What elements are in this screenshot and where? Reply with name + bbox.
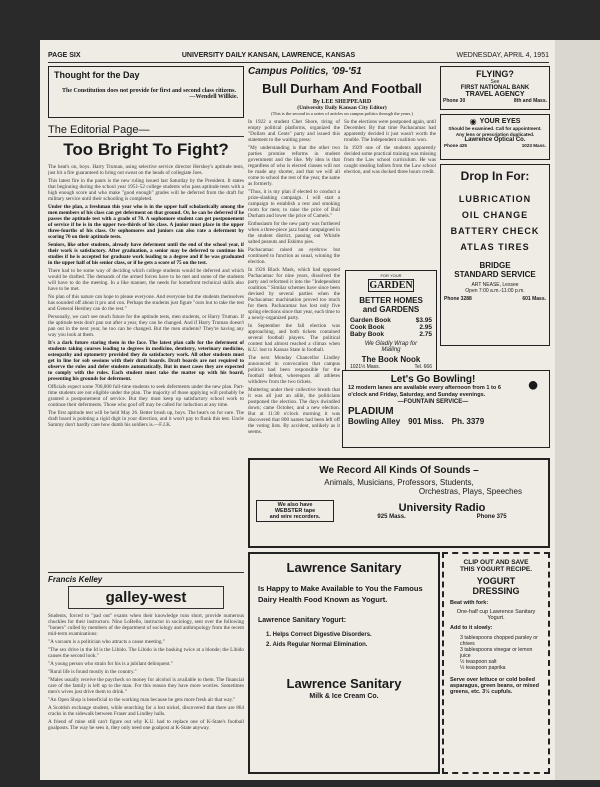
yogurt-recipe-clipping[interactable] [442, 552, 550, 774]
station-name: BRIDGE [479, 261, 511, 270]
station-item: OIL CHANGE [461, 210, 529, 220]
sanitary-sub: Lawrence Sanitary Yogurt: [258, 617, 347, 624]
travel-phone: Phone 30 [443, 98, 466, 104]
left-column [48, 66, 244, 780]
editorial-paragraph: This latest fire in the pants is the new ruling issued last Saturday by the President. It states that beginning during the school year 1951-52 college students who pass aptitude tests with a high enough score and who make "good enough" grades will be deferred from the draft for military service until their schooling is completed. [48, 178, 244, 202]
station-hours: Open 7:00 a.m.-11:00 p.m. [465, 288, 525, 294]
books-tagline: We Gladly Wrap for [364, 341, 418, 347]
recipe-title-2: THIS YOGURT RECIPE. [459, 566, 533, 573]
sanitary-footer-2: Milk & Ice Cream Co. [309, 693, 379, 700]
politics-paragraph: Muttering under their collective breath that it was all just an alibi, the politicians postponed the election. The days dwindled down; came October, and a new election. But at 11:30 o'clock morning it was discovered that 800 names had been left off the voting lists. By accident, unlikely as it seems. [248, 387, 340, 435]
sign-top: FOR YOUR [380, 273, 402, 278]
editorial-paragraph: There had to be some way of deciding which college students would be deferred and which would be drafted. The demands of the armed forces have to be met and some of the students will have to do the meeting. In a like manner, the needs for homefront technical skills also have to be met. [48, 268, 244, 292]
column-paragraph: "A vacuum is a politician who attracts a cause meeting." [48, 639, 165, 645]
editorial-paragraph: Personally, we can't see much future for the aptitude tests, men students, or Harry Truman. If the aptitude tests don't pan out after a year, they can be changed. And if Harry Truman doesn't pan out in the next year, he too can be changed. But the men students? They're having any way you look at them. [48, 314, 244, 338]
recorder-box [256, 500, 334, 522]
travel-see: See [490, 79, 500, 85]
book-store-phone: Tel. 666 [414, 364, 432, 370]
politics-affiliation: (University Daily Kansan City Editor) [297, 105, 387, 111]
editorial-paragraph: The heat's on, boys. Harry Truman, using selective service director Hershey's aptitude tests, just hit a fire guaranteed to bring out sweat on the heads of collegiate Joes. [48, 164, 244, 176]
recorder-line: We also have [277, 502, 313, 508]
recipe-ingredient: ½ teaspoon paprika [460, 665, 506, 671]
bowling-name-2: Bowling Alley [348, 417, 401, 426]
politics-headline: Bull Durham And Football [262, 81, 422, 96]
recipe-ingredient: ½ teaspoon salt [460, 659, 497, 665]
politics-paragraph: In 1929 one of the students apparently decided some practical training was missing from the Law school curriculum. He was caught stealing ballots from the Law school election, and was docked three hours credit. [344, 145, 436, 175]
service-station-ad [440, 164, 550, 346]
newspaper-page [40, 40, 555, 780]
paper-name: UNIVERSITY DAILY KANSAN, LAWRENCE, KANSAS [181, 52, 356, 59]
politics-paragraph: In 1922 a student Chet Shore, tiring of empty political platforms, organized the "Dollars and Cents" party and issued this statement to the waiting press: [248, 119, 340, 143]
thought-quote: The Constitution does not provide for first and second class citizens. [62, 88, 236, 94]
recipe-title: CLIP OUT AND SAVE [463, 559, 529, 566]
bowling-name: PLADIUM [348, 406, 394, 417]
column-paragraph: "An Open Shop is beneficial to the working man because he gets more fresh air that way." [48, 697, 236, 703]
column-title: galley-west [68, 586, 224, 609]
column-paragraph: "Rural life is found mostly in the country." [48, 669, 137, 675]
books-title-2: and GARDENS [362, 305, 420, 314]
column-header [48, 572, 244, 609]
sanitary-point: 1. Helps Correct Digestive Disorders. [266, 632, 372, 638]
editorial-section: The Editorial Page— [48, 124, 244, 137]
recipe-add: Add to it slowly: [450, 625, 493, 631]
politics-paragraph: "Thus, it is my plan if elected to conduct a prize-slashing campaign. I will start a campaign to establish a rest and smoking room for men; to raise the price of Bull Durham and lower the price of Camels." [248, 189, 340, 219]
station-item: BATTERY CHECK [450, 226, 540, 236]
station-address: 601 Mass. [522, 296, 546, 302]
politics-paragraph: The next Monday Chancellor Lindley announced in convocation that campus politics had been responsible for the football defeat, whereupon all athletes withdrew from the two tickets. [248, 355, 340, 385]
sanitary-intro: Is Happy to Make Available to You the Famous Dairy Health Food Known as Yogurt. [258, 584, 423, 604]
editorial-paragraph: Officials expect some 700,000 full-time students to seek deferments under the new plan. Part-time students are not eligible under the plan. The majority of those applying will probably be granted a postponement of service. But they must keep up satisfactory school work to continue their deferments. Those who goof off may be called for induction at any time. [48, 384, 244, 408]
recorder-line: WEBSTER tape [274, 508, 316, 514]
issue-date: WEDNESDAY, APRIL 4, 1951 [456, 52, 549, 59]
politics-byline: By LEE SHEPPEARD [312, 99, 372, 105]
recipe-base: One-half cup Lawrence Sanitary Yogurt. [456, 609, 536, 621]
editorial-headline: Too Bright To Fight? [63, 140, 229, 159]
recipe-ingredient: 3 tablespoons vinegar or lemon juice [460, 647, 533, 659]
editorial-paragraph: The first aptitude test will be held May 26. Better brush up, boys. The heat's on for sure. The draft board is pointing a rigid digit in your direction, and it won't pay to flunk this test. Uncle Sammy don't hardly care how dumb his soldiers is.—F.J.K. [48, 410, 244, 428]
politics-paragraph: "My understanding is that the other two parties promise reforms in student government and the like. My idea is that regardless of who is elected classes will not be made any shorter, and that we will all come to school the rest of the year, the same as formerly. [248, 145, 340, 187]
recipe-title-4: DRESSING [472, 586, 520, 596]
sanitary-footer: Lawrence Sanitary [286, 676, 402, 691]
optical-ad [440, 114, 550, 160]
book-store-address: 1021½ Mass. [350, 364, 381, 370]
column-paragraph: "The sex drive in the Id is the Libido. The Libido is the basking twice at a blonde; the Libido causes the second look." [48, 647, 244, 659]
travel-address: 8th and Mass. [513, 98, 547, 104]
politics-paragraph: So the elections were postponed again, until December. By that time Pachacamac had apparently decided it just wasn't worth the trouble. The Independent coalition won. [344, 119, 436, 143]
travel-agency-name: TRAVEL AGENCY [465, 91, 525, 98]
column-paragraph: A Scottish exchange student, while searching for a lost nickel, discovered that there are 864 cracks in the sidewalk between Fraser and Lindley halls. [48, 705, 244, 717]
editorial-paragraph: No plan of this nature can hope to please everyone. And everyone but the students themselves has sounded off about it pro and con. Perhaps the students just figure "ours but to take the test and General Hershey can do the rest." [48, 294, 244, 312]
politics-paragraph: In September the fall election was approaching, and both tickets contained several football players. The political contest had almost reached a climax when K.U. lost to Kansas State in football. [248, 323, 340, 353]
radio-headline: We Record All Kinds Of Sounds – [319, 465, 479, 476]
column-byline: Francis Kelley [48, 575, 103, 584]
editorial-paragraph: Under the plan, a freshman this year who is in the upper half scholastically among the men members of his class can get deferment on that ground. Or, he can be deferred if he passes the aptitude test with a grade of 70. A sophomore student can get postponement of service if he is in the upper two-thirds of his class. A junior must place in the upper three-fourths of his class. Or sophomores and juniors can also rate a deferment by scoring 70 on their aptitude tests. [48, 204, 244, 240]
column-paragraph: "Males usually receive the paycheck so money for alcohol is available to them. The financial care of the family is left up to the man. For this reason they have more worries. Sometimes men's wives just drive them to drink." [48, 677, 244, 695]
page-edge [555, 40, 600, 780]
station-name-2: STANDARD SERVICE [454, 270, 536, 279]
recipe-ingredient: 3 tablespoons chopped parsley or chives [460, 635, 538, 647]
radio-line-3: Orchestras, Plays, Speeches [418, 487, 522, 496]
optical-address: 1023 Mass. [521, 143, 546, 148]
politics-paragraph: Enthusiasm for the new party was furthered when a three-piece jazz band campaigned in the student district, passing out Whistle salted peanuts and Eskimo pies. [248, 221, 340, 245]
station-item: LUBRICATION [458, 194, 532, 204]
station-title: Drop In For: [460, 169, 530, 183]
column-paragraph: A friend of mine still can't figure out why K.U. had to replace one of K-State's football goalposts. The way he sees it, they only need one goalpost at K-State anyway. [48, 719, 244, 731]
travel-agency-ad [440, 66, 550, 110]
book-name: Garden Book [350, 317, 391, 324]
recipe-title-3: YOGURT [476, 576, 516, 586]
recorder-line: and wire recorders. [269, 514, 321, 520]
optical-title: YOUR EYES [479, 118, 521, 125]
university-radio-ad [248, 458, 550, 548]
sanitary-title: Lawrence Sanitary [286, 560, 402, 575]
station-owner: ART NEASE, Lessee [471, 282, 519, 288]
thought-author: —Wendell Willkie. [189, 94, 238, 100]
bowling-figure-icon: ● [526, 374, 540, 396]
page-header [48, 52, 549, 63]
thought-title: Thought for the Day [54, 70, 140, 80]
editorial-paragraph: Seniors, like other students, already have deferment until the end of the school year, if their work is satisfactory. After graduation, a senior may be deferred to continue his studies if he is accepted for graduate work leading to a degree and if he was graduated in the upper half of his senior class, or if he gets a score of 75 on the test. [48, 242, 244, 266]
column-paragraph: "A young person who strain for his is a jubilant delinquent." [48, 661, 173, 667]
book-name: Baby Book [350, 331, 384, 338]
eye-icon: ◉ [469, 117, 477, 126]
lawrence-sanitary-ad [248, 552, 440, 774]
thought-box [48, 66, 244, 118]
bowling-body: 12 modern lanes are available every afternoon from 1 to 6 o'clock and Friday, Saturday, and Sunday evenings. [348, 385, 501, 398]
editorial-paragraph: It's a dark future staring them in the face. The latest plan calls for the deferment of students taking courses leading to degrees in medicine, dentistry, veterinary medicine, osteopathy and optometry provided they do satisfactory work. All other students must get in line for sob sessions with their draft boards. Draft boards are not required to observe the rules and defer students automatically. But in most cases they are expected to comply with the rules. Each student must take the matter up with his board, presenting his grounds for deferment. [48, 340, 244, 382]
book-price: $3.95 [415, 317, 432, 324]
radio-address: 925 Mass. [377, 514, 406, 520]
recipe-serve: Serve over lettuce or cold boiled asparagus, green beans, or mixed greens, etc. 3½ cupfuls. [450, 677, 539, 695]
optical-name: Lawrence Optical Co. [464, 137, 526, 143]
book-price: 2.75 [419, 331, 432, 338]
column-paragraph: Students, forced to "pad out" exams when their knowledge runs short, provide numerous chuckles for their instructors. Nino LoBello, instructor in sociology, sent over the following "boners" culled by members of the department of sociology and anthropology from the recent mid-term examinations: [48, 613, 244, 637]
station-item: ATLAS TIRES [460, 242, 530, 252]
book-name: Cook Book [350, 324, 385, 331]
book-price: 2.95 [419, 324, 432, 331]
optical-phone: Phone 425 [444, 143, 467, 148]
optical-body: Should be examined. Call for appointment. Any lens or prescription duplicated. [448, 126, 542, 137]
recipe-beat: Beat with fork: [450, 600, 489, 606]
bowling-headline: Let's Go Bowling! [390, 374, 476, 385]
sanitary-point: 2. Aids Regular Normal Elimination. [266, 642, 368, 648]
books-tagline-2: Mailing [381, 347, 401, 353]
bowling-sub: —FOUNTAIN SERVICE— [397, 399, 469, 405]
bowling-ad [342, 370, 550, 448]
bowling-address: 901 Miss. [408, 417, 444, 426]
page-number: PAGE SIX [48, 52, 81, 59]
station-phone: Phone 3288 [444, 296, 472, 302]
politics-section: Campus Politics, '09-'51 [248, 66, 362, 77]
book-store-name: The Book Nook [361, 355, 421, 364]
politics-paragraph: In 1926 Black Mask, which had opposed Pachacamac for nine years, dissolved the party and reformed it into the "Independent coalition." Similar schemes have since been devised by several parties when the Pachacamac machination proved too much for them. Pachacamac has lost only five spring elections since that year, each time to a newly-organized party. [248, 267, 340, 321]
travel-bank-name: FIRST NATIONAL BANK [460, 85, 530, 91]
politics-note: (This is the second in a series of articles on campus politics through the years.) [271, 111, 413, 116]
garden-sign: GARDEN [369, 280, 413, 291]
radio-phone: Phone 375 [476, 514, 507, 520]
radio-name: University Radio [398, 502, 486, 514]
radio-line-2: Animals, Musicians, Professors, Students, [324, 478, 474, 487]
column-body [48, 613, 244, 780]
politics-paragraph: Pachacamac raised an eyebrow but continued to function as usual, winning the election. [248, 247, 340, 265]
travel-headline: FLYING? [476, 69, 514, 79]
bowling-phone: Ph. 3379 [451, 417, 485, 426]
editorial-body [48, 164, 244, 569]
books-title: BETTER HOMES [359, 296, 423, 305]
